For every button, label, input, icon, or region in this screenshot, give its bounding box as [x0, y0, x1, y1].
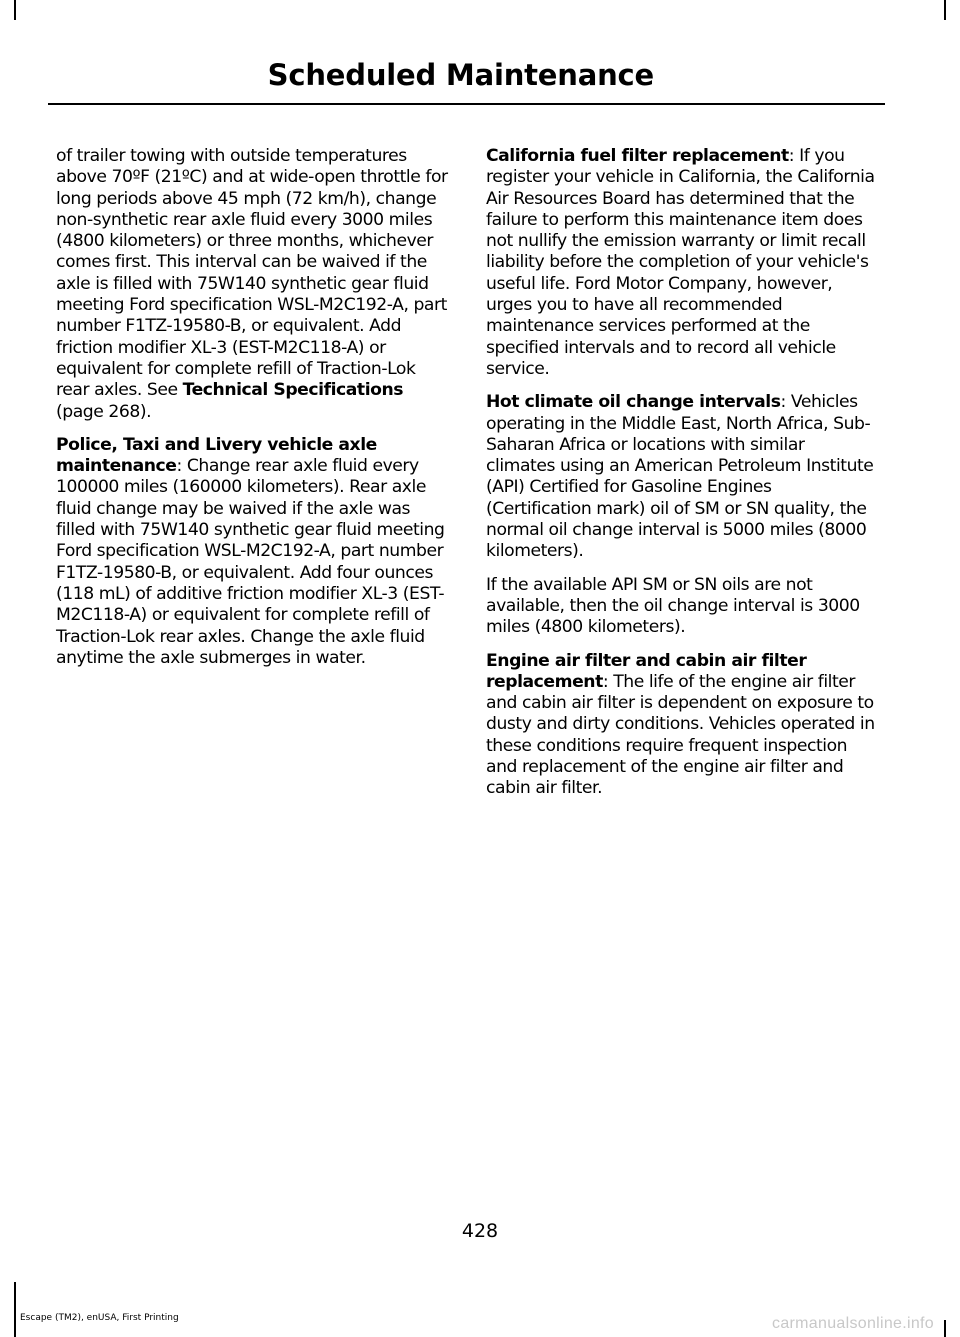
left-column: [56, 146, 448, 681]
crop-mark-top-right: [944, 0, 946, 20]
california-fuel-filter-heading: California fuel filter replacement: [486, 146, 789, 166]
technical-specifications-link[interactable]: Technical Specifications: [182, 380, 404, 401]
page-number: 428: [461, 1220, 499, 1242]
footer-text: Escape (TM2), enUSA, First Printing: [20, 1313, 179, 1323]
paragraph-hot-climate: Hot climate oil change intervals: Vehicles operating in the Middle East, North Africa, Sub-Saharan Africa or locations with similar climates using an American Petroleum Institute (API) Certified for Gasoline Engines (Certification mark) oil of SM or SN quality, the normal oil change interval is 5000 miles (8000 kilometers).: [486, 392, 874, 562]
paragraph-air-filter: Engine air filter and cabin air filter replacement: The life of the engine air filter and cabin air filter is dependent on exposure to dusty and dirty conditions. Vehicles operated in these conditions require frequent inspection and replacement of the engine air filter and cabin air filter.: [486, 650, 875, 799]
right-column: [486, 146, 878, 812]
hot-climate-heading: Hot climate oil change intervals: [486, 392, 781, 413]
page-title: Scheduled Maintenance: [267, 58, 654, 92]
paragraph-police-taxi: Police, Taxi and Livery vehicle axle maintenance: Change rear axle fluid every 100000 miles (160000 kilometers). Rear axle fluid change may be waived if the axle was filled with 75W140 synthetic gear fluid meeting Ford specification WSL-M2C192-A, part number F1TZ-19580-B, or equivalent. Add four ounces (118 mL) of additive friction modifier XL-3 (EST-M2C118-A) or equivalent for complete refill of Traction-Lok rear axles. Change the axle fluid anytime the axle submerges in water.: [56, 434, 445, 668]
air-filter-heading: Engine air filter and cabin air filter replacement: [486, 650, 807, 692]
paragraph-api-oils: If the available API SM or SN oils are not available, then the oil change interval is 3000 miles (4800 kilometers).: [486, 574, 860, 638]
crop-mark-bottom-left: [14, 1282, 16, 1337]
crop-mark-top-left: [14, 0, 16, 20]
watermark: carmanualsonline.info: [772, 1315, 934, 1332]
paragraph-california-fuel-filter: California fuel filter replacement: If you register your vehicle in California, the California Air Resources Board has determined that the failure to perform this maintenance item does not nullify the emission warranty or limit recall liability before the completion of your vehicle's useful life. Ford Motor Company, however, urges you to have all recommended maintenance services performed at the specified intervals and to record all vehicle service.: [486, 146, 875, 379]
header-divider: [48, 103, 885, 105]
crop-mark-bottom-right: [944, 1320, 946, 1337]
paragraph-trailer-towing: of trailer towing with outside temperatures above 70ºF (21ºC) and at wide-open throttle for long periods above 45 mph (72 km/h), change non-synthetic rear axle fluid every 3000 miles (4800 kilometers) or three months, whichever comes first. This interval can be waived if the axle is filled with 75W140 synthetic gear fluid meeting Ford specification WSL-M2C192-A, part number F1TZ-19580-B, or equivalent. Add friction modifier XL-3 (EST-M2C118-A) or equivalent for complete refill of Traction-Lok rear axles. See Technical Specifications (page 268).: [56, 146, 448, 422]
police-taxi-heading: Police, Taxi and Livery vehicle axle maintenance: [56, 434, 377, 477]
